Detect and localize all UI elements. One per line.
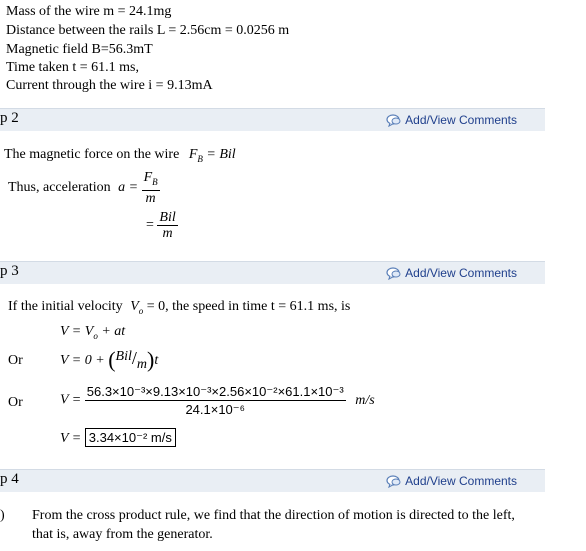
or-label-1: Or (8, 353, 23, 368)
numeric-eq (60, 383, 375, 418)
substituted-eq: V = 0 + (Bil/m)t (60, 347, 159, 372)
eq2-lhs: V = 0 + (60, 353, 105, 368)
step-4-comments-link[interactable] (386, 474, 517, 488)
given-field: Magnetic field B=56.3mT (6, 42, 153, 57)
step-4-header (0, 469, 545, 492)
force-rhs: = Bil (206, 147, 236, 162)
eq3-unit: m/s (355, 392, 375, 408)
eq2-num: Bil (115, 349, 132, 364)
intro-sub: o (138, 305, 144, 316)
comment-icon (386, 475, 402, 488)
given-distance: Distance between the rails L = 2.56cm = 0.0256 m (6, 23, 290, 38)
eq1-sub: o (93, 330, 98, 341)
accel-line (8, 170, 160, 206)
eq3-num: 56.3×10⁻³×9.13×10⁻³×2.56×10⁻²×61.1×10⁻³ (86, 384, 344, 399)
eq1-rest: + at (101, 324, 126, 339)
numeric-fraction (85, 383, 346, 418)
accel-eq2: = (146, 217, 154, 233)
accel-line-2 (146, 210, 178, 241)
step-4-marker: ) (0, 508, 5, 523)
or-label-2: Or (8, 395, 23, 410)
frac2-den: m (162, 226, 173, 241)
eq2-den: m (136, 357, 148, 372)
frac1-num: F (143, 170, 153, 185)
accel-fraction-2 (157, 210, 177, 241)
conclusion-line-1: From the cross product rule, we find that the direction of motion is directed to the left, (32, 508, 515, 523)
given-current: Current through the wire i = 9.13mA (6, 78, 213, 93)
accel-var: a = (118, 180, 139, 196)
eq3-lhs: V = (60, 392, 82, 408)
force-lhs: F (188, 147, 198, 162)
step-4-label: p 4 (0, 471, 19, 487)
eq1: V = V (60, 324, 94, 339)
intro-a: If the initial velocity (8, 299, 123, 314)
force-intro: The magnetic force on the wire (4, 147, 180, 162)
given-time: Time taken t = 61.1 ms, (6, 60, 139, 75)
step-3-header (0, 261, 545, 284)
accel-fraction-1 (142, 170, 160, 206)
step-3-label: p 3 (0, 263, 19, 279)
comment-icon (386, 114, 402, 127)
frac1-den: m (145, 190, 156, 206)
eq3-den: 24.1×10⁻⁶ (185, 402, 246, 417)
initial-velocity-line (8, 299, 350, 316)
step-2-comments-label: Add/View Comments (405, 113, 517, 127)
frac2-num: Bil (159, 210, 176, 225)
step-4-comments-label: Add/View Comments (405, 474, 517, 488)
step-2-header (0, 108, 545, 131)
step-3-comments-link[interactable] (386, 266, 517, 280)
step-2-label: p 2 (0, 110, 19, 126)
result-value-box: 3.34×10⁻² m/s (85, 428, 176, 447)
eq2-t: t (154, 353, 159, 368)
result-line (60, 430, 176, 447)
step-3-comments-label: Add/View Comments (405, 266, 517, 280)
force-line (4, 147, 236, 164)
comment-icon (386, 267, 402, 280)
intro-b: = 0, the speed in time t = 61.1 ms, is (146, 299, 351, 314)
kinematic-eq (60, 324, 125, 341)
conclusion-line-2: that is, away from the generator. (32, 527, 213, 542)
frac1-num-sub: B (152, 176, 158, 187)
given-mass: Mass of the wire m = 24.1mg (6, 4, 172, 19)
force-sub: B (197, 153, 203, 164)
intro-v: V (130, 299, 139, 314)
result-lhs: V = (60, 431, 82, 446)
accel-intro: Thus, acceleration (8, 180, 111, 196)
step-2-comments-link[interactable] (386, 113, 517, 127)
